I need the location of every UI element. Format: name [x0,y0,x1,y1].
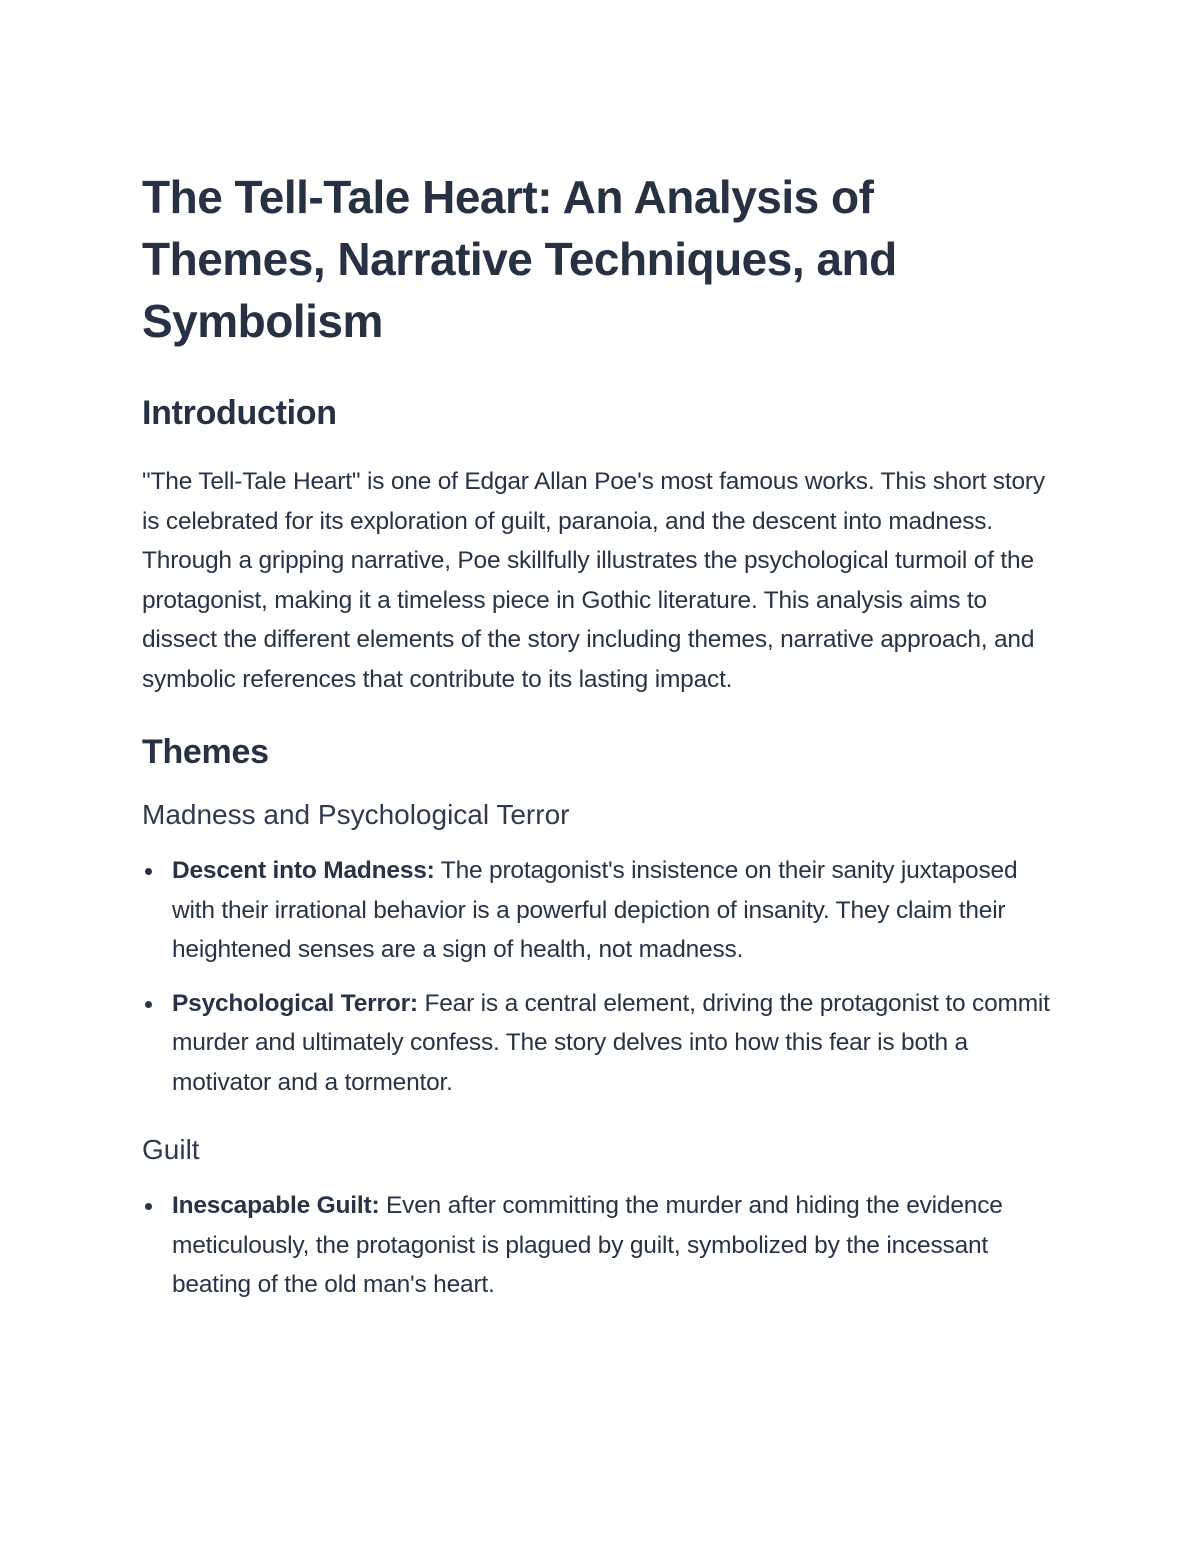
list-item-text: Fear is a central element, driving the protagonist to commit murder and ultimately confess. The story delves into how this fear is both a motivator and a tormentor. [172,989,1050,1096]
list-item-text: Even after committing the murder and hiding the evidence meticulously, the protagonist is plagued by guilt, symbolized by the incessant beating of the old man's heart. [172,1192,1003,1298]
introduction-paragraph: "The Tell-Tale Heart" is one of Edgar Allan Poe's most famous works. This short story is celebrated for its exploration of guilt, paranoia, and the descent into madness. Through a gripping narrative, Poe skillfully illustrates the psychological turmoil of the protagonist, making it a timeless piece in Gothic literature. This analysis aims to dissect the different elements of the story including themes, narrative approach, and symbolic references that contribute to its lasting impact. [142,468,1045,693]
document-title: The Tell-Tale Heart: An Analysis of Themes, Narrative Techniques, and Symbolism [142,171,897,347]
list-item [172,984,1062,1103]
bullet-icon [145,1001,152,1008]
bullet-icon [145,868,152,875]
section-heading-guilt: Guilt [142,1134,200,1165]
list-item [172,1186,1062,1305]
bullet-icon [145,1203,152,1210]
list-item-label: Descent into Madness: [172,857,435,884]
introduction-heading: Introduction [142,394,337,432]
themes-heading: Themes [142,733,269,771]
list-item [172,851,1062,970]
guilt-list [142,1186,1062,1305]
document-page [142,166,1062,1319]
list-item-label: Inescapable Guilt: [172,1192,380,1219]
list-item-label: Psychological Terror: [172,989,418,1017]
section-heading-madness: Madness and Psychological Terror [142,799,570,830]
list-item-text: The protagonist's insistence on their sanity juxtaposed with their irrational behavior is a powerful depiction of insanity. They claim their heightened senses are a sign of health, not madness. [172,857,1018,963]
madness-list [142,851,1062,1102]
